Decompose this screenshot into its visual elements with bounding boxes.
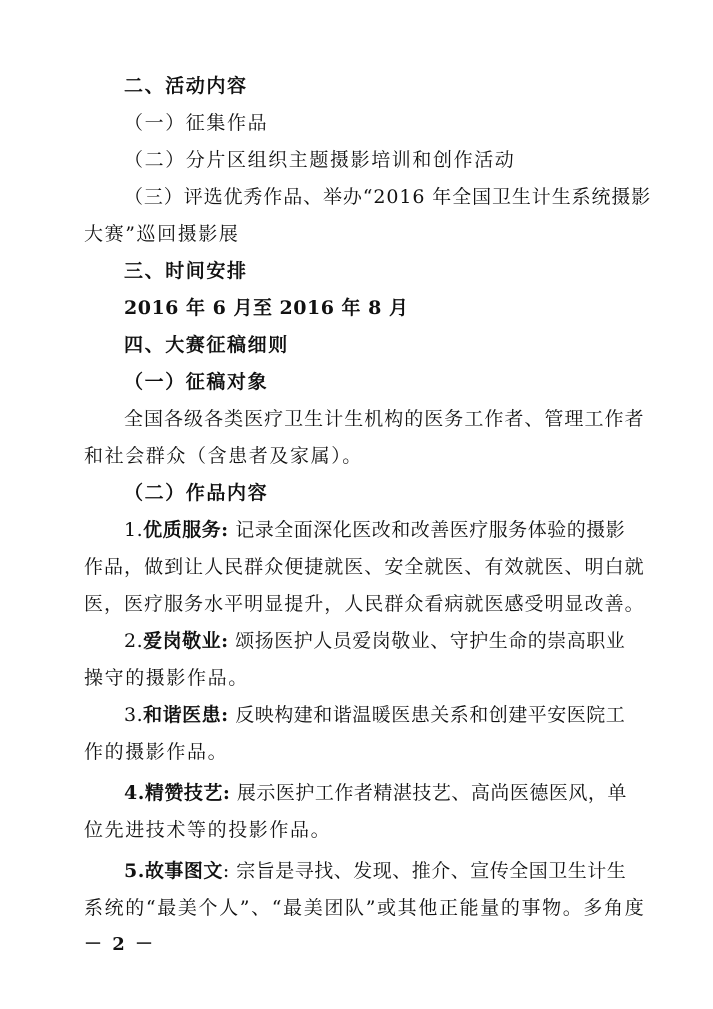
paragraph-line [124,853,644,890]
list-item-continuation: 大赛”巡回摄影展 [84,223,240,245]
item-heading: 优质服务: [143,519,229,541]
item-text: 反映构建和谐温暖医患关系和创建平安医院工 [228,704,626,726]
paragraph-line [124,697,644,734]
item-text: 颂扬医护人员爱岗敬业、守护生命的崇高职业 [228,630,626,652]
list-item: （三）评选优秀作品、举办“2016 年全国卫生计生系统摄影 [124,186,652,208]
paragraph-line: 作品，做到让人民群众便捷就医、安全就医、有效就医、明白就 [84,556,644,578]
item-text: 展示医护工作者精湛技艺、高尚医德医风，单 [230,782,627,804]
item-number: 2. [124,630,144,652]
schedule-dates: 2016 年 6 月至 2016 年 8 月 [124,297,409,319]
section-heading-activities: 二、活动内容 [124,75,248,97]
paragraph-line: 全国各级各类医疗卫生计生机构的医务工作者、管理工作者 [124,408,644,430]
paragraph-line: 操守的摄影作品。 [84,667,249,689]
item-number: 1. [124,519,144,541]
paragraph-line: 系统的“最美个人”、“最美团队”或其他正能量的事物。多角度 [84,897,644,919]
item-number: 5. [124,860,145,882]
item-heading: 精赞技艺: [144,782,231,804]
section-heading-schedule: 三、时间安排 [124,260,248,282]
item-number: 4. [124,782,145,804]
paragraph-line: 医，医疗服务水平明显提升，人民群众看病就医感受明显改善。 [84,593,644,615]
section-heading-rules: 四、大赛征稿细则 [124,334,289,356]
item-text: : 宗旨是寻找、发现、推介、宣传全国卫生计生 [222,860,627,882]
item-heading: 故事图文 [144,860,223,882]
item-heading: 爱岗敬业: [143,630,229,652]
page-number: － 2 － [84,934,156,955]
item-heading: 和谐医患: [143,704,229,726]
list-item: （一）征集作品 [124,112,269,134]
item-number: 3. [124,704,144,726]
subsection-heading-target: （一）征稿对象 [124,371,269,393]
item-text: 记录全面深化医改和改善医疗服务体验的摄影 [228,519,626,541]
paragraph-line: 作的摄影作品。 [84,741,229,763]
paragraph-line: 和社会群众（含患者及家属）。 [84,445,363,467]
list-item: （二）分片区组织主题摄影培训和创作活动 [124,149,516,171]
paragraph-line: 位先进技术等的投影作品。 [84,819,332,841]
paragraph-line [124,512,644,549]
paragraph-line [124,623,644,660]
paragraph-line [124,775,644,812]
subsection-heading-content: （二）作品内容 [124,482,269,504]
